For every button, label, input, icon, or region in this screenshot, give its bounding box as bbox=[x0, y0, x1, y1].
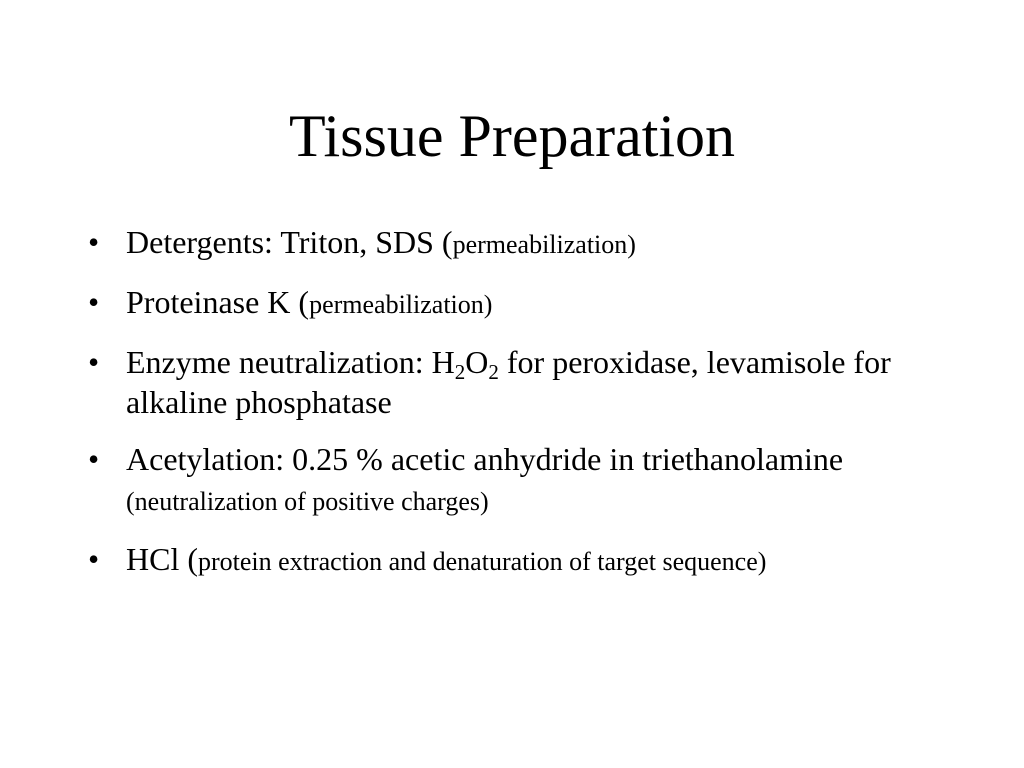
bullet-note: (neutralization of positive charges) bbox=[126, 487, 489, 516]
bullet-item-acetylation bbox=[88, 439, 948, 522]
bullet-point: • bbox=[88, 441, 100, 477]
bullet-note: permeabilization) bbox=[452, 230, 636, 259]
bullet-note: protein extraction and denaturation of target sequence) bbox=[198, 547, 767, 576]
bullet-text: Enzyme neutralization: H bbox=[126, 344, 455, 380]
bullet-text: Detergents: Triton, SDS ( bbox=[126, 224, 453, 260]
bullet-text: HCl ( bbox=[126, 541, 198, 577]
bullet-point: • bbox=[88, 541, 100, 577]
bullet-item-hcl bbox=[88, 539, 948, 582]
bullet-item-proteinase bbox=[88, 282, 948, 325]
bullet-point: • bbox=[88, 284, 100, 320]
bullet-item-detergents bbox=[88, 222, 948, 265]
bullet-text: for peroxidase, levamisole for alkaline phosphatase bbox=[126, 344, 891, 420]
subscript: 2 bbox=[454, 360, 466, 384]
bullet-point: • bbox=[88, 344, 100, 380]
subscript: 2 bbox=[488, 360, 499, 384]
bullet-item-enzyme-neutralization bbox=[88, 342, 948, 422]
slide-title: Tissue Preparation bbox=[288, 103, 736, 169]
bullet-list bbox=[88, 222, 948, 599]
bullet-text: O bbox=[465, 344, 489, 380]
bullet-point: • bbox=[88, 224, 100, 260]
bullet-text: Proteinase K ( bbox=[126, 284, 310, 320]
bullet-text: Acetylation: 0.25 % acetic anhydride in triethanolamine bbox=[126, 441, 844, 477]
bullet-note: permeabilization) bbox=[309, 290, 493, 319]
